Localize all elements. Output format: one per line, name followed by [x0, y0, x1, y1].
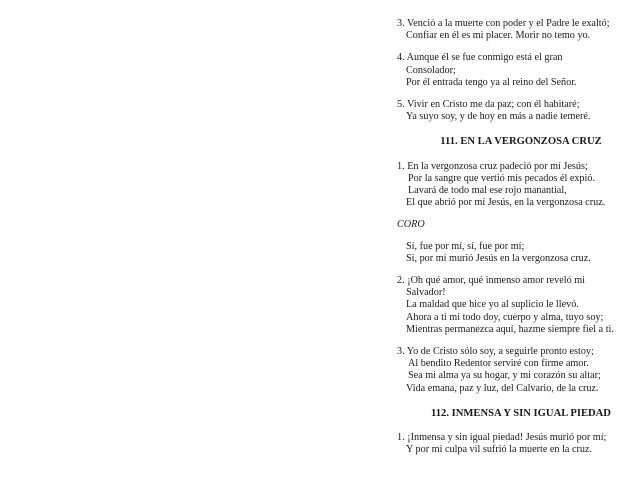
- coro-label: CORO: [397, 219, 425, 231]
- hymn-111-stanza-3: [397, 346, 635, 395]
- stanza-5-prev-hymn: [397, 99, 635, 123]
- hymn-111-stanza-2: [397, 275, 635, 336]
- verse-line: 4. Aunque él se fue conmigo está el gran: [397, 52, 563, 64]
- verse-line: El que abrió por mí Jesús, en la vergonzosa cruz.: [406, 197, 606, 209]
- verse-line: Confiar en él es mi placer. Morir no temo yo.: [406, 30, 591, 42]
- verse-line: Sea mi alma ya su hogar, y mi corazón su altar;: [408, 370, 601, 382]
- verse-line: Y por mi culpa vil sufrió la muerte en la cruz.: [406, 444, 593, 456]
- verse-line: 2. ¡Oh qué amor, qué inmenso amor reveló mi: [397, 275, 586, 287]
- stanza-4-prev-hymn: [397, 52, 635, 89]
- verse-line: Consolador;: [406, 64, 456, 76]
- verse-line: Ahora a ti mi todo doy, cuerpo y alma, tuyo soy;: [406, 311, 604, 323]
- verse-line: La maldad que hice yo al suplicio le llevó.: [406, 299, 579, 311]
- verse-line: 5. Vivir en Cristo me da paz; con él habitaré;: [397, 99, 580, 111]
- verse-line: Al bendito Redentor serviré con firme amor.: [408, 358, 589, 370]
- hymn-column: [397, 18, 635, 466]
- hymn-112-title: 112. INMENSA Y SIN IGUAL PIEDAD: [431, 407, 611, 419]
- verse-line: Vida emana, paz y luz, del Calvario, de la cruz.: [406, 382, 599, 394]
- verse-line: 3. Yo de Cristo sólo soy, a seguirle pronto estoy;: [397, 346, 594, 358]
- verse-line: Ya suyo soy, y de hoy en más a nadie temeré.: [406, 111, 591, 123]
- verse-line: Lavará de todo mal ese rojo manantial,: [408, 185, 567, 197]
- hymn-111-coro: [397, 241, 635, 265]
- verse-line: 3. Venció a la muerte con poder y el Padre le exaltó;: [397, 18, 610, 29]
- verse-line: Salvador!: [406, 287, 446, 299]
- verse-line: Sí, fue por mí, sí, fue por mí;: [406, 240, 525, 252]
- verse-line: 1. En la vergonzosa cruz padeció por mí Jesús;: [397, 160, 588, 172]
- hymn-112-stanza-1: [397, 432, 635, 456]
- verse-line: Sí, por mí murió Jesús en la vergonzosa cruz.: [406, 252, 591, 264]
- verse-line: 1. ¡Inmensa y sin igual piedad! Jesús murió por mí;: [397, 432, 607, 444]
- stanza-3-prev-hymn: [397, 18, 635, 42]
- hymn-111-stanza-1: [397, 161, 635, 210]
- verse-line: Por él entrada tengo ya al reino del Señor.: [406, 76, 577, 88]
- verse-line: Por la sangre que vertió mis pecados él expió.: [408, 172, 596, 184]
- hymn-111-title: 111. EN LA VERGONZOSA CRUZ: [440, 136, 602, 148]
- verse-line: Mientras permanezca aquí, hazme siempre fiel a ti.: [406, 323, 614, 335]
